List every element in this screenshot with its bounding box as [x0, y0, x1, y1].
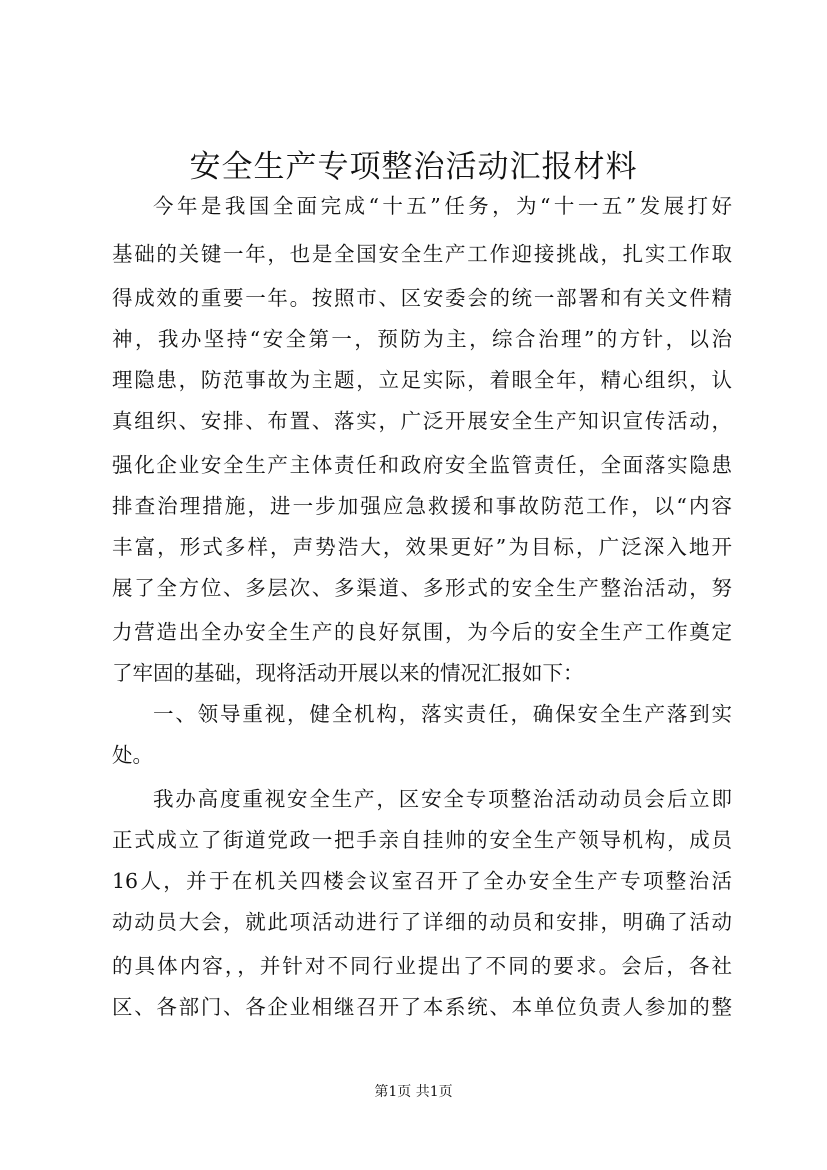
paragraph-line: 得成效的重要一年。按照市、区安委会的统一部署和有关文件精	[112, 286, 732, 310]
paragraph-line: 动动员大会，就此项活动进行了详细的动员和安排，明确了活动	[112, 910, 732, 934]
document-title: 安全生产专项整治活动汇报材料	[189, 149, 638, 185]
paragraph-line: 基础的关键一年，也是全国安全生产工作迎接挑战，扎实工作取	[112, 242, 732, 266]
paragraph-line: 强化企业安全生产主体责任和政府安全监管责任，全面落实隐患	[112, 453, 732, 477]
paragraph-line: 展了全方位、多层次、多渠道、多形式的安全生产整治活动，努	[112, 576, 732, 600]
paragraph-line: 了牢固的基础，现将活动开展以来的情况汇报如下：	[112, 661, 584, 685]
section-heading-line: 处。	[112, 743, 153, 767]
paragraph-line: 的具体内容，，并针对不同行业提出了不同的要求。会后，各社	[112, 954, 732, 978]
paragraph-line: 力营造出全办安全生产的良好氛围，为今后的安全生产工作奠定	[112, 620, 732, 644]
paragraph-line: 今年是我国全面完成“十五”任务，为“十一五”发展打好	[153, 194, 732, 218]
page-number-footer: 第1页 共1页	[374, 1084, 453, 1100]
paragraph-line: 正式成立了街道党政一把手亲自挂帅的安全生产领导机构，成员	[112, 828, 732, 852]
paragraph-line: 理隐患，防范事故为主题，立足实际，着眼全年，精心组织，认	[112, 368, 732, 392]
paragraph-line: 真组织、安排、布置、落实，广泛开展安全生产知识宣传活动，	[112, 409, 732, 433]
paragraph-line: 排查治理措施，进一步加强应急救援和事故防范工作，以“内容	[112, 494, 732, 518]
paragraph-line: 神，我办坚持“安全第一，预防为主，综合治理”的方针，以治	[112, 327, 732, 351]
paragraph-line: 区、各部门、各企业相继召开了本系统、本单位负责人参加的整	[112, 995, 732, 1019]
paragraph-line: 16人，并于在机关四楼会议室召开了全办安全生产专项整治活	[112, 869, 732, 893]
paragraph-line: 我办高度重视安全生产，区安全专项整治活动动员会后立即	[153, 787, 732, 811]
paragraph-line: 丰富，形式多样，声势浩大，效果更好”为目标，广泛深入地开	[112, 535, 732, 559]
section-heading-line: 一、领导重视，健全机构，落实责任，确保安全生产落到实	[153, 702, 732, 726]
